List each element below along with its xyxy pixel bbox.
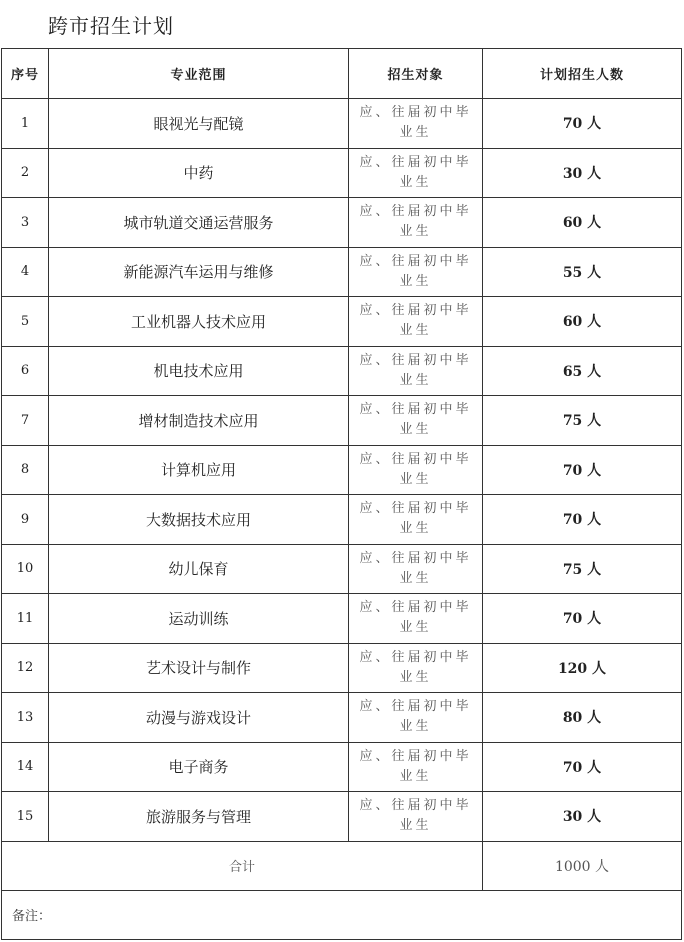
row-number: 8 <box>2 445 49 495</box>
row-major: 机电技术应用 <box>49 346 349 396</box>
row-target-text: 应、往届初中毕业生 <box>359 550 472 586</box>
row-target <box>349 594 483 644</box>
table-row <box>2 544 682 594</box>
row-major: 大数据技术应用 <box>49 495 349 545</box>
row-target-text: 应、往届初中毕业生 <box>359 798 472 834</box>
total-value: 1000 人 <box>483 841 682 890</box>
row-major: 眼视光与配镜 <box>49 99 349 149</box>
row-target <box>349 445 483 495</box>
row-major: 中药 <box>49 148 349 198</box>
row-number: 2 <box>2 148 49 198</box>
row-count: 70 人 <box>483 445 682 495</box>
table-body <box>2 99 682 842</box>
row-target <box>349 742 483 792</box>
row-count: 70 人 <box>483 99 682 149</box>
table-row <box>2 198 682 248</box>
row-target-text: 应、往届初中毕业生 <box>359 105 472 141</box>
row-count: 30 人 <box>483 148 682 198</box>
table-row <box>2 148 682 198</box>
row-number: 3 <box>2 198 49 248</box>
row-target-text: 应、往届初中毕业生 <box>359 699 472 735</box>
row-target-text: 应、往届初中毕业生 <box>359 402 472 438</box>
row-target-text: 应、往届初中毕业生 <box>359 253 472 289</box>
table-row <box>2 445 682 495</box>
row-target <box>349 346 483 396</box>
enrollment-plan-table <box>1 48 682 940</box>
table-row <box>2 346 682 396</box>
row-major: 工业机器人技术应用 <box>49 297 349 347</box>
row-count: 65 人 <box>483 346 682 396</box>
table-row <box>2 792 682 842</box>
row-major: 运动训练 <box>49 594 349 644</box>
row-number: 6 <box>2 346 49 396</box>
row-target <box>349 544 483 594</box>
row-target-text: 应、往届初中毕业生 <box>359 451 472 487</box>
page-title: 跨市招生计划 <box>48 14 174 38</box>
row-target <box>349 198 483 248</box>
total-label: 合计 <box>2 841 483 890</box>
row-count: 70 人 <box>483 594 682 644</box>
row-target-text: 应、往届初中毕业生 <box>359 154 472 190</box>
row-count: 120 人 <box>483 643 682 693</box>
row-count: 70 人 <box>483 742 682 792</box>
header-major: 专业范围 <box>49 49 349 99</box>
table-row <box>2 396 682 446</box>
row-number: 1 <box>2 99 49 149</box>
row-target <box>349 792 483 842</box>
row-number: 5 <box>2 297 49 347</box>
row-major: 计算机应用 <box>49 445 349 495</box>
row-target <box>349 643 483 693</box>
row-major: 增材制造技术应用 <box>49 396 349 446</box>
row-target-text: 应、往届初中毕业生 <box>359 303 472 339</box>
row-major: 幼儿保育 <box>49 544 349 594</box>
row-number: 9 <box>2 495 49 545</box>
row-count: 55 人 <box>483 247 682 297</box>
header-target: 招生对象 <box>349 49 483 99</box>
row-target-text: 应、往届初中毕业生 <box>359 649 472 685</box>
row-major: 新能源汽车运用与维修 <box>49 247 349 297</box>
row-target <box>349 99 483 149</box>
table-header-row <box>2 49 682 99</box>
row-count: 60 人 <box>483 297 682 347</box>
row-target-text: 应、往届初中毕业生 <box>359 501 472 537</box>
row-target-text: 应、往届初中毕业生 <box>359 600 472 636</box>
table-row <box>2 594 682 644</box>
row-target <box>349 495 483 545</box>
table-row <box>2 495 682 545</box>
row-number: 13 <box>2 693 49 743</box>
row-number: 10 <box>2 544 49 594</box>
row-number: 11 <box>2 594 49 644</box>
row-count: 75 人 <box>483 544 682 594</box>
row-count: 30 人 <box>483 792 682 842</box>
header-count: 计划招生人数 <box>483 49 682 99</box>
table-row <box>2 742 682 792</box>
table-row <box>2 247 682 297</box>
row-count: 80 人 <box>483 693 682 743</box>
table-row <box>2 643 682 693</box>
row-count: 75 人 <box>483 396 682 446</box>
row-target <box>349 297 483 347</box>
note-label: 备注： <box>2 890 682 939</box>
row-count: 70 人 <box>483 495 682 545</box>
note-row <box>2 890 682 939</box>
row-target <box>349 247 483 297</box>
header-no: 序号 <box>2 49 49 99</box>
row-target <box>349 693 483 743</box>
row-major: 电子商务 <box>49 742 349 792</box>
table-row <box>2 99 682 149</box>
row-number: 14 <box>2 742 49 792</box>
row-major: 城市轨道交通运营服务 <box>49 198 349 248</box>
row-number: 12 <box>2 643 49 693</box>
row-major: 动漫与游戏设计 <box>49 693 349 743</box>
row-major: 旅游服务与管理 <box>49 792 349 842</box>
table-row <box>2 297 682 347</box>
row-number: 7 <box>2 396 49 446</box>
row-count: 60 人 <box>483 198 682 248</box>
row-target-text: 应、往届初中毕业生 <box>359 352 472 388</box>
row-number: 4 <box>2 247 49 297</box>
row-target <box>349 148 483 198</box>
row-target-text: 应、往届初中毕业生 <box>359 748 472 784</box>
total-row <box>2 841 682 890</box>
row-target <box>349 396 483 446</box>
row-major: 艺术设计与制作 <box>49 643 349 693</box>
table-row <box>2 693 682 743</box>
row-number: 15 <box>2 792 49 842</box>
row-target-text: 应、往届初中毕业生 <box>359 204 472 240</box>
